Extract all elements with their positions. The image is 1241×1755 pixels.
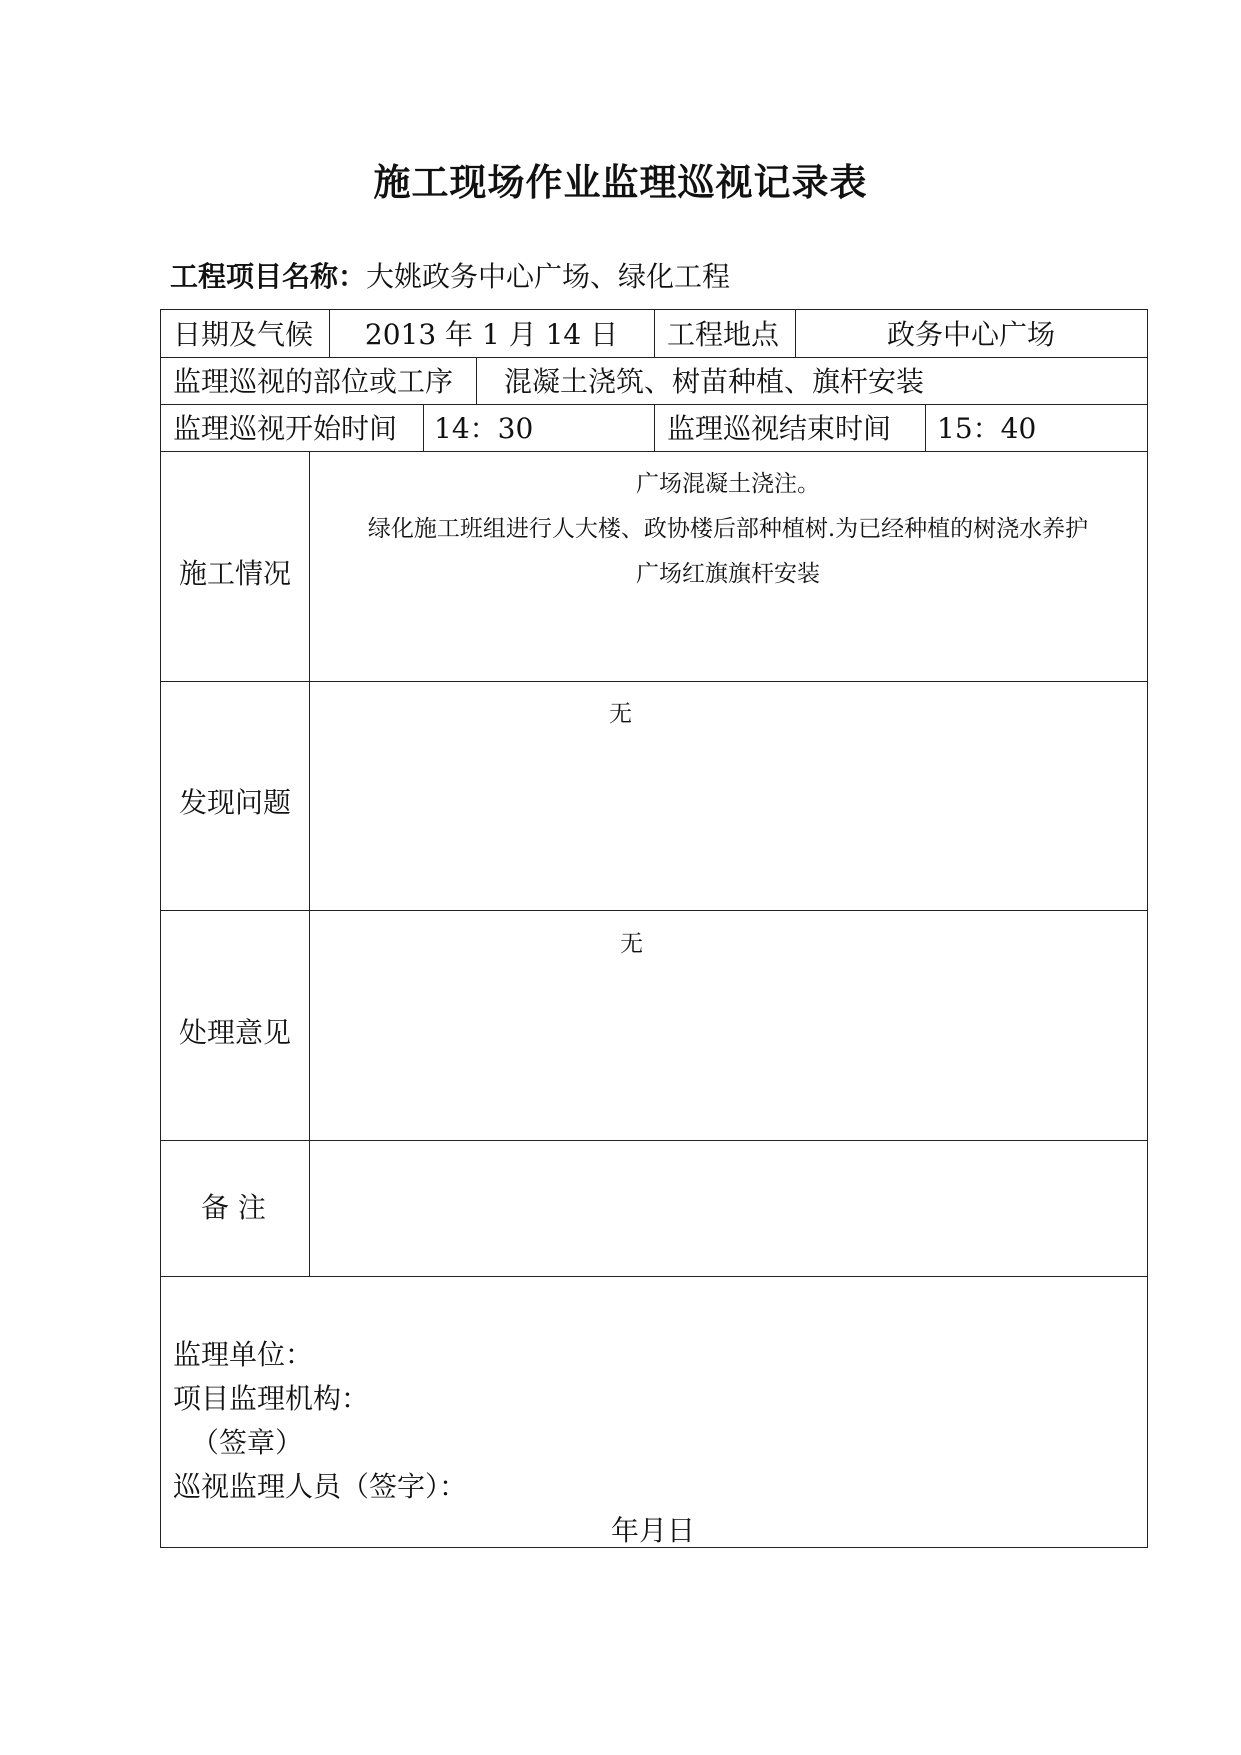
table-rule — [423, 404, 424, 451]
location-label: 工程地点 — [667, 318, 780, 351]
remarks-label: 备 注 — [201, 1191, 266, 1224]
end-time-label: 监理巡视结束时间 — [667, 412, 892, 445]
handling-label: 处理意见 — [179, 1016, 292, 1049]
table-rule — [161, 1276, 1147, 1277]
start-time-label: 监理巡视开始时间 — [173, 412, 398, 445]
project-name-label: 工程项目名称： — [170, 260, 367, 293]
document-title: 施工现场作业监理巡视记录表 — [373, 160, 868, 204]
inspection-part-value: 混凝土浇筑、树苗种植、旗杆安装 — [504, 365, 925, 398]
construction-label: 施工情况 — [179, 557, 292, 590]
date-value: 2013 年 1 月 14 日 — [364, 318, 619, 351]
handling-value: 无 — [620, 931, 643, 957]
table-rule — [476, 357, 477, 404]
construction-line: 广场红旗旗杆安装 — [636, 561, 820, 587]
inspection-part-label: 监理巡视的部位或工序 — [173, 365, 454, 398]
issues-value: 无 — [609, 701, 632, 727]
project-name-value: 大姚政务中心广场、绿化工程 — [366, 260, 731, 293]
table-rule — [654, 404, 655, 451]
project-org-label: 项目监理机构： — [173, 1382, 370, 1415]
date-weather-label: 日期及气候 — [173, 318, 314, 351]
construction-line: 广场混凝土浇注。 — [636, 471, 820, 497]
start-time-value: 14：30 — [434, 412, 534, 445]
supervision-unit-label: 监理单位： — [173, 1338, 314, 1371]
end-time-value: 15：40 — [937, 412, 1037, 445]
inspector-signature-label: 巡视监理人员（签字）： — [173, 1470, 468, 1503]
construction-line: 绿化施工班组进行人大楼、政协楼后部种植树.为已经种植的树浇水养护 — [367, 516, 1089, 542]
issues-label: 发现问题 — [179, 786, 292, 819]
location-value: 政务中心广场 — [886, 318, 1055, 351]
table-rule — [654, 310, 655, 357]
signature-date: 年月日 — [611, 1514, 696, 1547]
table-rule — [925, 404, 926, 451]
seal-label: （签章） — [191, 1426, 304, 1459]
project-name-line — [170, 255, 730, 295]
inspection-record-table — [160, 309, 1148, 1548]
table-rule — [161, 357, 1147, 358]
